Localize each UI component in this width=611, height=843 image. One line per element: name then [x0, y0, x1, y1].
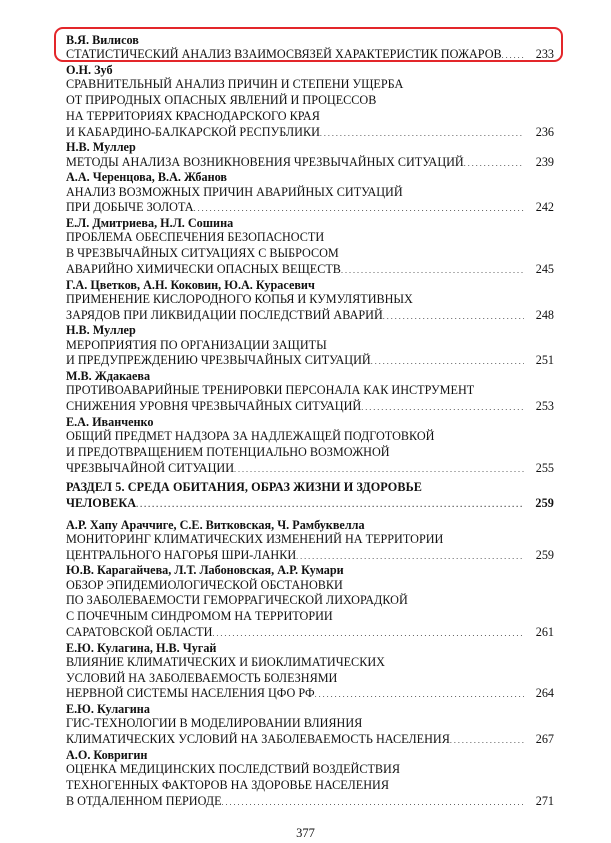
entry-title-line: ПРОБЛЕМА ОБЕСПЕЧЕНИЯ БЕЗОПАСНОСТИ — [66, 230, 325, 245]
entry-page-number: 253 — [535, 399, 554, 414]
dot-leader — [136, 496, 524, 512]
entry-title-line: И КАБАРДИНО-БАЛКАРСКОЙ РЕСПУБЛИКИ — [66, 124, 320, 139]
entry-title-line: ПРОТИВОАВАРИЙНЫЕ ТРЕНИРОВКИ ПЕРСОНАЛА КАК ИНСТРУМЕНТ — [66, 383, 475, 398]
entry-title-line: ЗАРЯДОВ ПРИ ЛИКВИДАЦИИ ПОСЛЕДСТВИЙ АВАРИЙ — [66, 307, 383, 322]
entry-title-line: ЦЕНТРАЛЬНОГО НАГОРЬЯ ШРИ-ЛАНКИ — [66, 547, 297, 562]
dot-leader — [502, 47, 524, 63]
entry-page-number: 259 — [535, 547, 554, 562]
entry-page-number: 248 — [535, 307, 554, 322]
toc-entry[interactable] — [66, 369, 554, 415]
entry-page-number: 251 — [535, 353, 554, 368]
toc-entry[interactable] — [66, 323, 554, 369]
table-of-contents — [66, 33, 554, 809]
toc-entry[interactable] — [66, 415, 554, 476]
dot-leader — [315, 686, 524, 702]
entry-title-line: НА ТЕРРИТОРИЯХ КРАСНОДАРСКОГО КРАЯ — [66, 108, 320, 123]
entry-authors: Е.Ю. Кулагина, Н.В. Чугай — [66, 640, 217, 655]
entry-page-number: 271 — [535, 793, 554, 808]
entry-title-line: ВЛИЯНИЕ КЛИМАТИЧЕСКИХ И БИОКЛИМАТИЧЕСКИХ — [66, 654, 385, 669]
toc-entry[interactable] — [66, 702, 554, 748]
entry-title-line: АНАЛИЗ ВОЗМОЖНЫХ ПРИЧИН АВАРИЙНЫХ СИТУАЦИЙ — [66, 184, 403, 199]
entry-authors: А.А. Черенцова, В.А. Жбанов — [66, 170, 227, 185]
dot-leader — [222, 794, 524, 810]
dot-leader — [296, 548, 524, 564]
dot-leader — [383, 308, 524, 324]
toc-entry[interactable] — [66, 140, 554, 170]
dot-leader — [212, 625, 524, 641]
entry-authors: Е.Л. Дмитриева, Н.Л. Сошина — [66, 216, 234, 231]
toc-section-heading[interactable] — [66, 480, 554, 511]
entry-page-number: 264 — [535, 686, 554, 701]
entry-title-line: РАЗДЕЛ 5. СРЕДА ОБИТАНИЯ, ОБРАЗ ЖИЗНИ И ЗДОРОВЬЕ — [66, 480, 422, 495]
entry-title-line: ПО ЗАБОЛЕВАЕМОСТИ ГЕМОРРАГИЧЕСКОЙ ЛИХОРАДКОЙ — [66, 593, 408, 608]
entry-page-number: 267 — [535, 732, 554, 747]
entry-title-line: ОБЗОР ЭПИДЕМИОЛОГИЧЕСКОЙ ОБСТАНОВКИ — [66, 577, 343, 592]
entry-authors: Г.А. Цветков, А.Н. Коковин, Ю.А. Курасевич — [66, 277, 315, 292]
entry-authors: О.Н. Зуб — [66, 63, 113, 78]
toc-entry[interactable] — [66, 63, 554, 140]
toc-entry[interactable] — [66, 641, 554, 702]
entry-authors: Е.А. Иванченко — [66, 414, 154, 429]
dot-leader — [361, 399, 524, 415]
entry-title-line: С ПОЧЕЧНЫМ СИНДРОМОМ НА ТЕРРИТОРИИ — [66, 609, 333, 624]
entry-title-line: АВАРИЙНО ХИМИЧЕСКИ ОПАСНЫХ ВЕЩЕСТВ — [66, 261, 341, 276]
entry-page-number: 259 — [535, 495, 554, 510]
entry-title-line: В ЧРЕЗВЫЧАЙНЫХ СИТУАЦИЯХ С ВЫБРОСОМ — [66, 246, 339, 261]
entry-page-number: 236 — [535, 124, 554, 139]
toc-entry[interactable] — [66, 216, 554, 277]
entry-authors: Е.Ю. Кулагина — [66, 702, 150, 716]
toc-entry[interactable] — [66, 170, 554, 216]
dot-leader — [234, 461, 524, 477]
entry-title-line: СНИЖЕНИЯ УРОВНЯ ЧРЕЗВЫЧАЙНЫХ СИТУАЦИЙ — [66, 399, 362, 414]
toc-entry[interactable] — [66, 748, 554, 809]
entry-title-line: МЕРОПРИЯТИЯ ПО ОРГАНИЗАЦИИ ЗАЩИТЫ — [66, 337, 327, 352]
entry-title-line: ГИС-ТЕХНОЛОГИИ В МОДЕЛИРОВАНИИ ВЛИЯНИЯ — [66, 716, 363, 731]
dot-leader — [341, 262, 524, 278]
entry-page-number: 261 — [535, 624, 554, 639]
entry-title-line: ОЦЕНКА МЕДИЦИНСКИХ ПОСЛЕДСТВИЙ ВОЗДЕЙСТВИЯ — [66, 762, 400, 777]
entry-title-line: ЧРЕЗВЫЧАЙНОЙ СИТУАЦИИ — [66, 460, 235, 475]
entry-authors: Н.В. Муллер — [66, 323, 136, 338]
entry-title-line: МОНИТОРИНГ КЛИМАТИЧЕСКИХ ИЗМЕНЕНИЙ НА ТЕРРИТОРИИ — [66, 532, 444, 547]
entry-authors: А.Р. Хапу Араччиге, С.Е. Витковская, Ч. Рамбуквелла — [66, 517, 365, 532]
entry-title-line: И ПРЕДУПРЕЖДЕНИЮ ЧРЕЗВЫЧАЙНЫХ СИТУАЦИЙ — [66, 353, 371, 368]
entry-title-line: КЛИМАТИЧЕСКИХ УСЛОВИЙ НА ЗАБОЛЕВАЕМОСТЬ НАСЕЛЕНИЯ — [66, 732, 450, 747]
entry-title-line: НЕРВНОЙ СИСТЕМЫ НАСЕЛЕНИЯ ЦФО РФ — [66, 686, 315, 701]
dot-leader — [320, 125, 524, 141]
dot-leader — [194, 200, 524, 216]
entry-title-line: УСЛОВИЙ НА ЗАБОЛЕВАЕМОСТЬ БОЛЕЗНЯМИ — [66, 670, 338, 685]
entry-title-line: ОБЩИЙ ПРЕДМЕТ НАДЗОРА ЗА НАДЛЕЖАЩЕЙ ПОДГОТОВКОЙ — [66, 429, 435, 444]
toc-entry[interactable] — [66, 278, 554, 324]
entry-authors: Ю.В. Карагайчева, Л.Т. Лабоновская, А.Р. Кумари — [66, 563, 344, 578]
entry-title-line: ОТ ПРИРОДНЫХ ОПАСНЫХ ЯВЛЕНИЙ И ПРОЦЕССОВ — [66, 93, 377, 108]
entry-title-line: СТАТИСТИЧЕСКИЙ АНАЛИЗ ВЗАИМОСВЯЗЕЙ ХАРАКТЕРИСТИК ПОЖАРОВ — [66, 47, 502, 62]
entry-title-line: ТЕХНОГЕННЫХ ФАКТОРОВ НА ЗДОРОВЬЕ НАСЕЛЕНИЯ — [66, 777, 389, 792]
entry-page-number: 233 — [535, 47, 554, 62]
dot-leader — [450, 732, 524, 748]
entry-authors: М.В. Ждакаева — [66, 369, 151, 384]
entry-title-line: В ОТДАЛЕННОМ ПЕРИОДЕ — [66, 793, 222, 808]
dot-leader — [464, 155, 524, 171]
entry-title-line: ПРИ ДОБЫЧЕ ЗОЛОТА — [66, 200, 194, 215]
toc-entry[interactable] — [66, 518, 554, 564]
entry-authors: Н.В. Муллер — [66, 140, 136, 155]
entry-page-number: 245 — [535, 261, 554, 276]
dot-leader — [371, 353, 524, 369]
entry-title-line: МЕТОДЫ АНАЛИЗА ВОЗНИКНОВЕНИЯ ЧРЕЗВЫЧАЙНЫХ СИТУАЦИЙ — [66, 154, 464, 169]
page-number: 377 — [296, 826, 315, 840]
entry-authors: А.О. Ковригин — [66, 747, 148, 762]
entry-title-line: ЧЕЛОВЕКА — [66, 495, 137, 510]
entry-page-number: 242 — [535, 200, 554, 215]
entry-authors: В.Я. Вилисов — [66, 33, 139, 47]
toc-entry[interactable] — [66, 33, 554, 63]
entry-title-line: ПРИМЕНЕНИЕ КИСЛОРОДНОГО КОПЬЯ И КУМУЛЯТИВНЫХ — [66, 291, 413, 306]
entry-page-number: 255 — [535, 460, 554, 475]
entry-title-line: САРАТОВСКОЙ ОБЛАСТИ — [66, 624, 213, 639]
toc-entry[interactable] — [66, 563, 554, 640]
entry-title-line: И ПРЕДОТВРАЩЕНИЕМ ПОТЕНЦИАЛЬНО ВОЗМОЖНОЙ — [66, 444, 390, 459]
entry-title-line: СРАВНИТЕЛЬНЫЙ АНАЛИЗ ПРИЧИН И СТЕПЕНИ УЩЕРБА — [66, 77, 404, 92]
entry-page-number: 239 — [535, 154, 554, 169]
